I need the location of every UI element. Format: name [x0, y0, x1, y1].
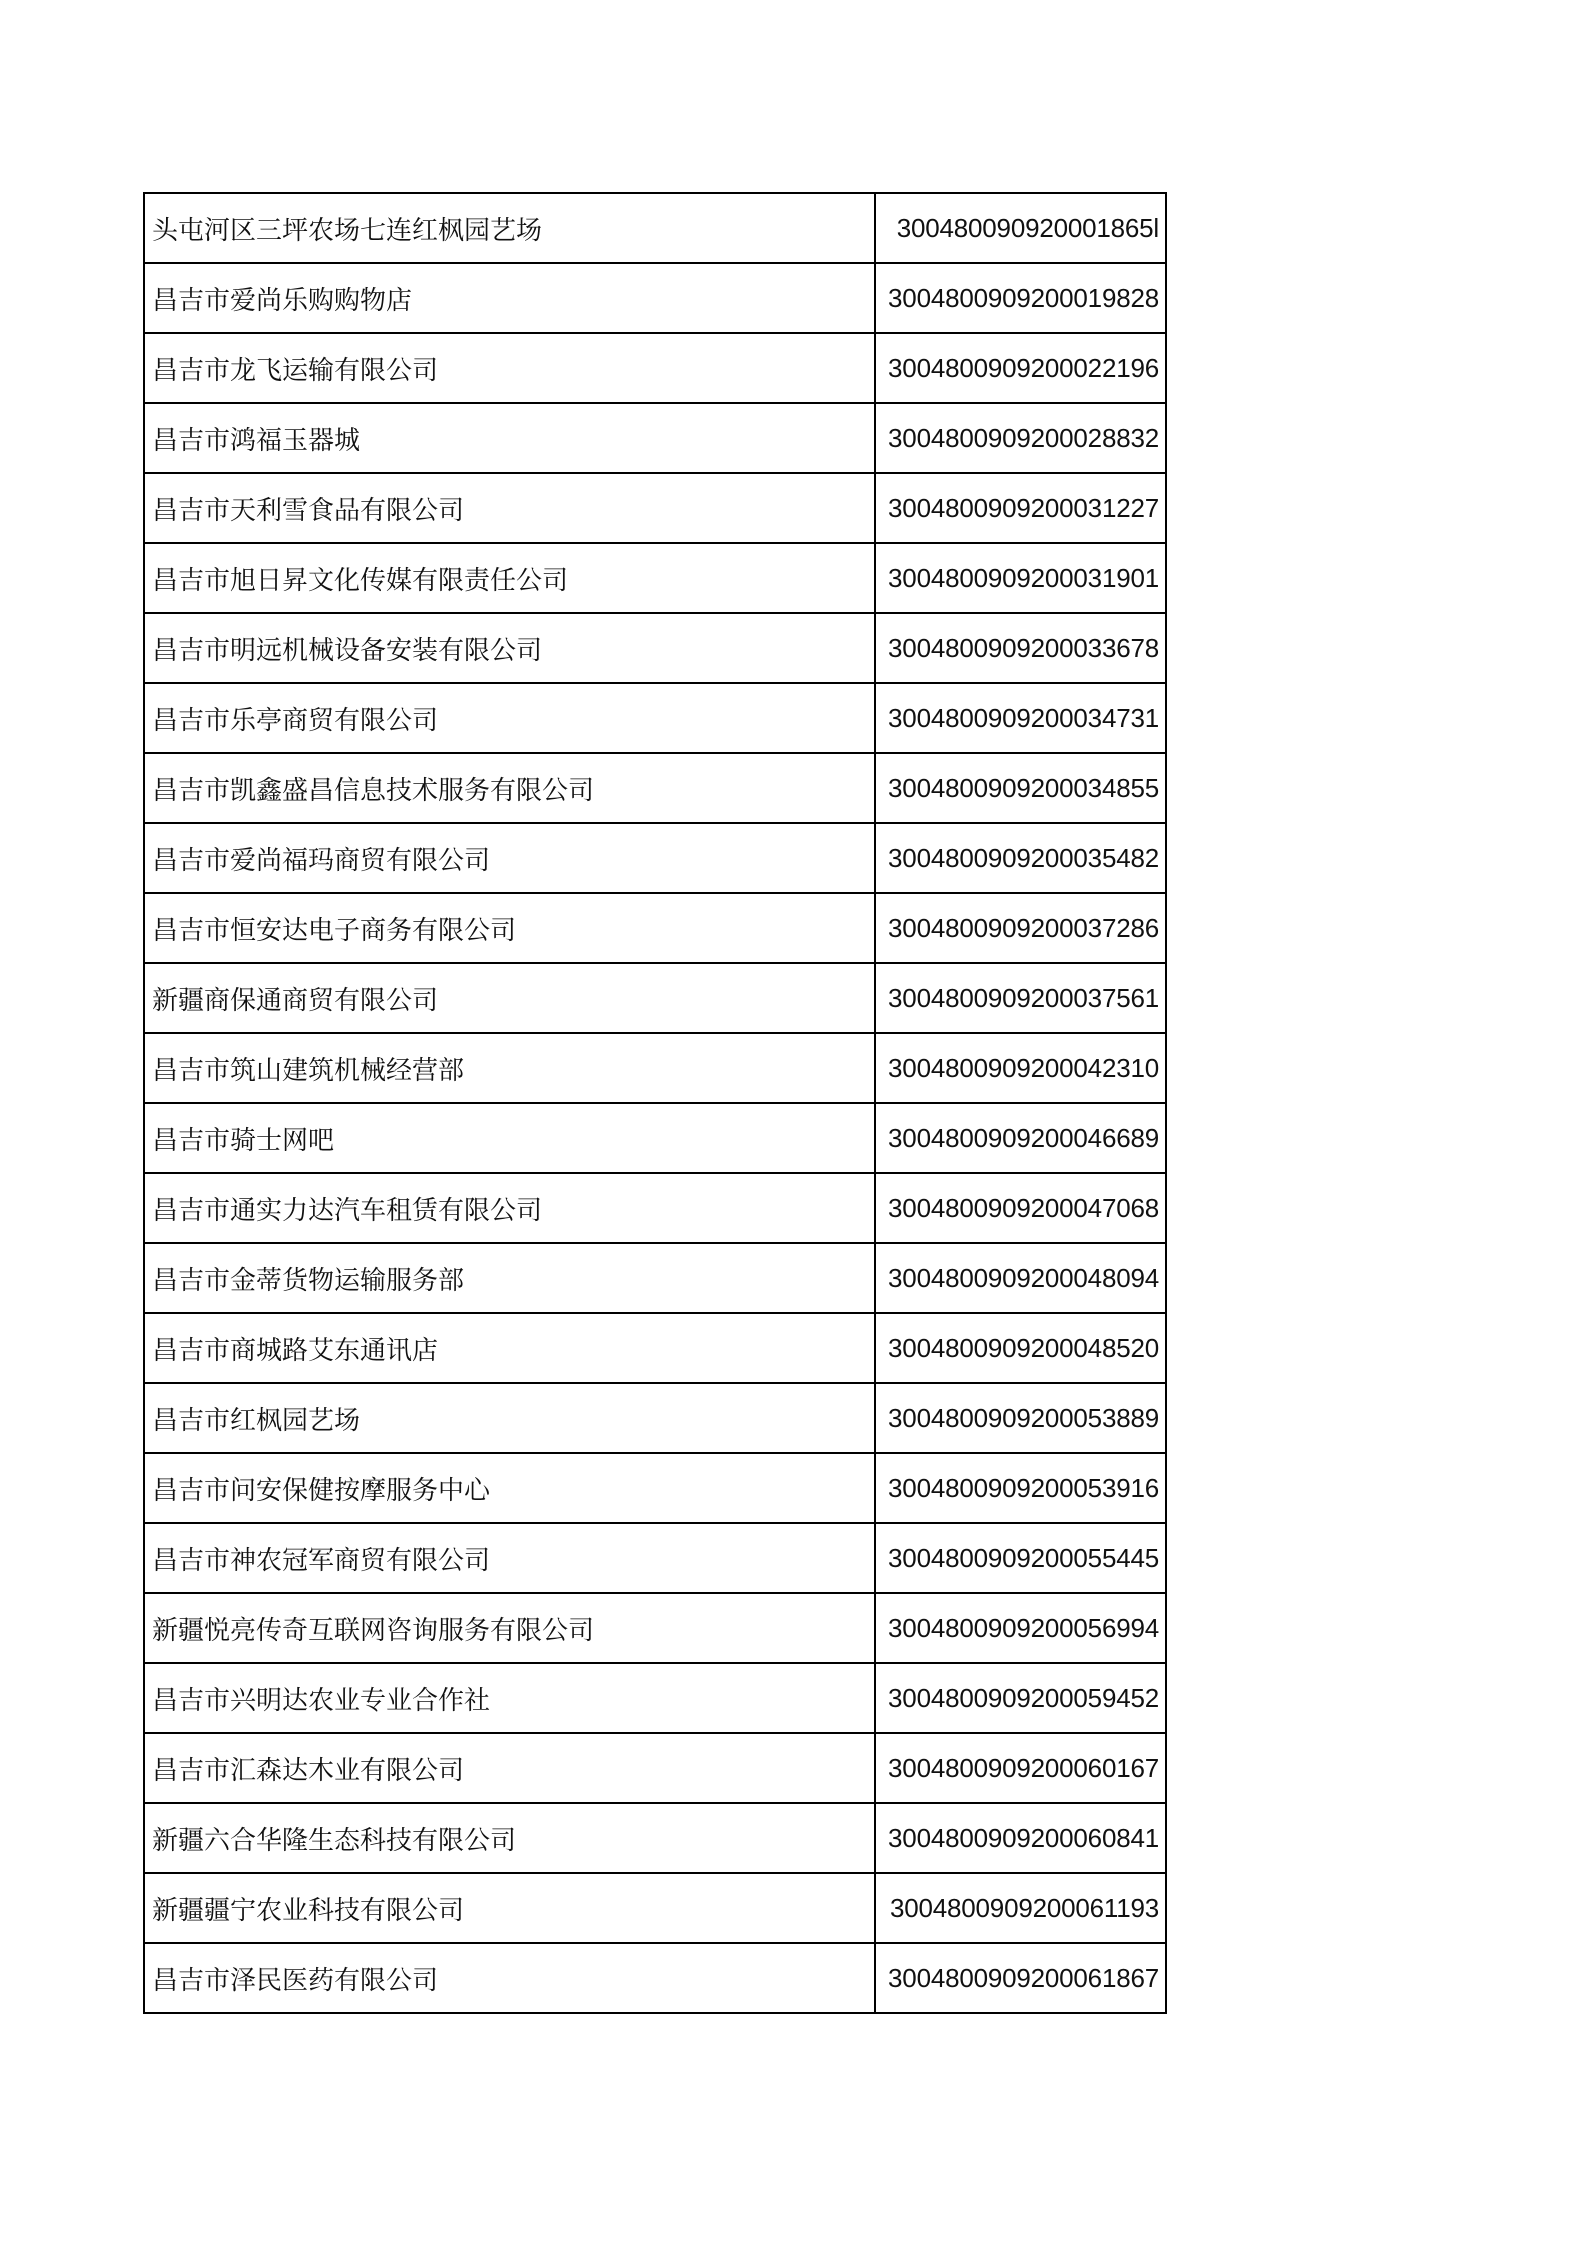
- account-number-cell: 3004800909200037286: [875, 893, 1166, 963]
- company-name-cell: 昌吉市问安保健按摩服务中心: [144, 1453, 875, 1523]
- table-row: [144, 753, 1166, 823]
- company-name-cell: 昌吉市爱尚福玛商贸有限公司: [144, 823, 875, 893]
- table-row: [144, 1383, 1166, 1453]
- company-name-cell: 昌吉市商城路艾东通讯店: [144, 1313, 875, 1383]
- company-name-cell: 昌吉市金蒂货物运输服务部: [144, 1243, 875, 1313]
- account-number-cell: 3004800909200019828: [875, 263, 1166, 333]
- table-row: [144, 1103, 1166, 1173]
- account-number-cell: 3004800909200060841: [875, 1803, 1166, 1873]
- table-row: [144, 1873, 1166, 1943]
- company-name-cell: 昌吉市旭日昇文化传媒有限责任公司: [144, 543, 875, 613]
- company-name-cell: 昌吉市恒安达电子商务有限公司: [144, 893, 875, 963]
- company-name-cell: 昌吉市鸿福玉器城: [144, 403, 875, 473]
- account-number-cell: 3004800909200035482: [875, 823, 1166, 893]
- account-number-cell: 3004800909200034731: [875, 683, 1166, 753]
- company-name-cell: 昌吉市红枫园艺场: [144, 1383, 875, 1453]
- registry-table: [143, 192, 1167, 2014]
- table-row: [144, 543, 1166, 613]
- account-number-cell: 3004800909200061193: [875, 1873, 1166, 1943]
- company-name-cell: 昌吉市神农冠军商贸有限公司: [144, 1523, 875, 1593]
- account-number-cell: 3004800909200033678: [875, 613, 1166, 683]
- company-name-cell: 昌吉市明远机械设备安装有限公司: [144, 613, 875, 683]
- table-row: [144, 823, 1166, 893]
- account-number-cell: 3004800909200046689: [875, 1103, 1166, 1173]
- account-number-cell: 3004800909200028832: [875, 403, 1166, 473]
- table-row: [144, 1663, 1166, 1733]
- account-number-cell: 3004800909200060167: [875, 1733, 1166, 1803]
- company-name-cell: 昌吉市泽民医药有限公司: [144, 1943, 875, 2013]
- table-row: [144, 963, 1166, 1033]
- company-name-cell: 昌吉市天利雪食品有限公司: [144, 473, 875, 543]
- table-row: [144, 1243, 1166, 1313]
- table-row: [144, 893, 1166, 963]
- account-number-cell: 3004800909200048520: [875, 1313, 1166, 1383]
- account-number-cell: 3004800909200053889: [875, 1383, 1166, 1453]
- registry-table-body: [144, 193, 1166, 2013]
- table-row: [144, 1943, 1166, 2013]
- table-row: [144, 613, 1166, 683]
- company-name-cell: 头屯河区三坪农场七连红枫园艺场: [144, 193, 875, 263]
- company-name-cell: 昌吉市汇森达木业有限公司: [144, 1733, 875, 1803]
- company-name-cell: 昌吉市通实力达汽车租赁有限公司: [144, 1173, 875, 1243]
- account-number-cell: 3004800909200047068: [875, 1173, 1166, 1243]
- table-row: [144, 683, 1166, 753]
- account-number-cell: 3004800909200061867: [875, 1943, 1166, 2013]
- table-row: [144, 1523, 1166, 1593]
- table-row: [144, 1803, 1166, 1873]
- company-name-cell: 昌吉市龙飞运输有限公司: [144, 333, 875, 403]
- company-name-cell: 昌吉市骑士网吧: [144, 1103, 875, 1173]
- company-name-cell: 昌吉市兴明达农业专业合作社: [144, 1663, 875, 1733]
- account-number-cell: 3004800909200056994: [875, 1593, 1166, 1663]
- account-number-cell: 3004800909200053916: [875, 1453, 1166, 1523]
- company-name-cell: 新疆疆宁农业科技有限公司: [144, 1873, 875, 1943]
- table-row: [144, 1453, 1166, 1523]
- company-name-cell: 昌吉市爱尚乐购购物店: [144, 263, 875, 333]
- company-name-cell: 昌吉市乐亭商贸有限公司: [144, 683, 875, 753]
- company-name-cell: 昌吉市筑山建筑机械经营部: [144, 1033, 875, 1103]
- table-row: [144, 333, 1166, 403]
- table-row: [144, 263, 1166, 333]
- company-name-cell: 新疆悦亮传奇互联网咨询服务有限公司: [144, 1593, 875, 1663]
- table-row: [144, 1593, 1166, 1663]
- table-row: [144, 1733, 1166, 1803]
- table-row: [144, 1313, 1166, 1383]
- account-number-cell: 3004800909200022196: [875, 333, 1166, 403]
- account-number-cell: 3004800909200059452: [875, 1663, 1166, 1733]
- account-number-cell: 3004800909200042310: [875, 1033, 1166, 1103]
- table-row: [144, 1173, 1166, 1243]
- table-row: [144, 1033, 1166, 1103]
- account-number-cell: 3004800909200037561: [875, 963, 1166, 1033]
- account-number-cell: 3004800909200031227: [875, 473, 1166, 543]
- account-number-cell: 3004800909200048094: [875, 1243, 1166, 1313]
- account-number-cell: 3004800909200034855: [875, 753, 1166, 823]
- account-number-cell: 3004800909200055445: [875, 1523, 1166, 1593]
- company-name-cell: 昌吉市凯鑫盛昌信息技术服务有限公司: [144, 753, 875, 823]
- company-name-cell: 新疆商保通商贸有限公司: [144, 963, 875, 1033]
- account-number-cell: 3004800909200031901: [875, 543, 1166, 613]
- table-row: [144, 403, 1166, 473]
- company-name-cell: 新疆六合华隆生态科技有限公司: [144, 1803, 875, 1873]
- table-row: [144, 193, 1166, 263]
- table-row: [144, 473, 1166, 543]
- account-number-cell: 300480090920001865l: [875, 193, 1166, 263]
